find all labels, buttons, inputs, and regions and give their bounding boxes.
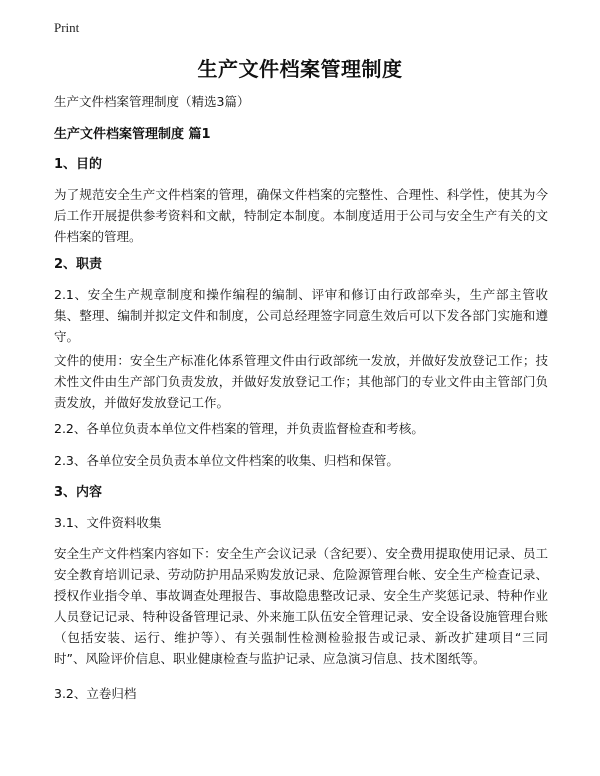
paragraph-file-usage: 文件的使用：安全生产标准化体系管理文件由行政部统一发放，并做好发放登记工作；技术性文件由生产部门负责发放，并做好发放登记工作；其他部门的专业文件由主管部门负责发放，并做好发放登记工作。 xyxy=(54,353,548,410)
paragraph-3-2: 3.2、立卷归档 xyxy=(54,686,137,701)
paragraph-2-2: 2.2、各单位负责本单位文件档案的管理，并负责监督检查和考核。 xyxy=(54,421,424,436)
paragraph-2-3: 2.3、各单位安全员负责本单位文件档案的收集、归档和保管。 xyxy=(54,453,399,468)
paragraph-3-1: 3.1、文件资料收集 xyxy=(54,515,162,530)
heading-content: 3、内容 xyxy=(54,485,103,500)
document-subtitle: 生产文件档案管理制度（精选3篇） xyxy=(54,94,250,109)
print-label: Print xyxy=(54,20,80,35)
paragraph-2-1: 2.1、安全生产规章制度和操作编程的编制、评审和修订由行政部牵头，生产部主管收集、整理、编制并拟定文件和制度，公司总经理签字同意生效后可以下发各部门实施和遵守。 xyxy=(54,287,548,344)
section-title: 生产文件档案管理制度 篇1 xyxy=(54,127,211,142)
heading-responsibilities: 2、职责 xyxy=(54,257,103,272)
heading-purpose: 1、目的 xyxy=(54,157,103,172)
paragraph-purpose: 为了规范安全生产文件档案的管理，确保文件档案的完整性、合理性、科学性，使其为今后工作开展提供参考资料和文献，特制定本制度。本制度适用于公司与安全生产有关的文件档案的管理。 xyxy=(54,187,548,244)
document-title: 生产文件档案管理制度 xyxy=(197,57,403,81)
paragraph-archive-contents: 安全生产文件档案内容如下：安全生产会议记录（含纪要）、安全费用提取使用记录、员工安全教育培训记录、劳动防护用品采购发放记录、危险源管理台帐、安全生产检查记录、授权作业指令单、事故调查处理报告、事故隐患整改记录、安全生产奖惩记录、特种作业人员登记记录、特种设备管理记录、外来施工队伍安全管理记录、安全设备设施管理台账（包括安装、运行、维护等）、有关强制性检测检验报告或记录、新改扩建项目“三同时”、风险评价信息、职业健康检查与监护记录、应急演习信息、技术图纸等。 xyxy=(54,546,548,666)
